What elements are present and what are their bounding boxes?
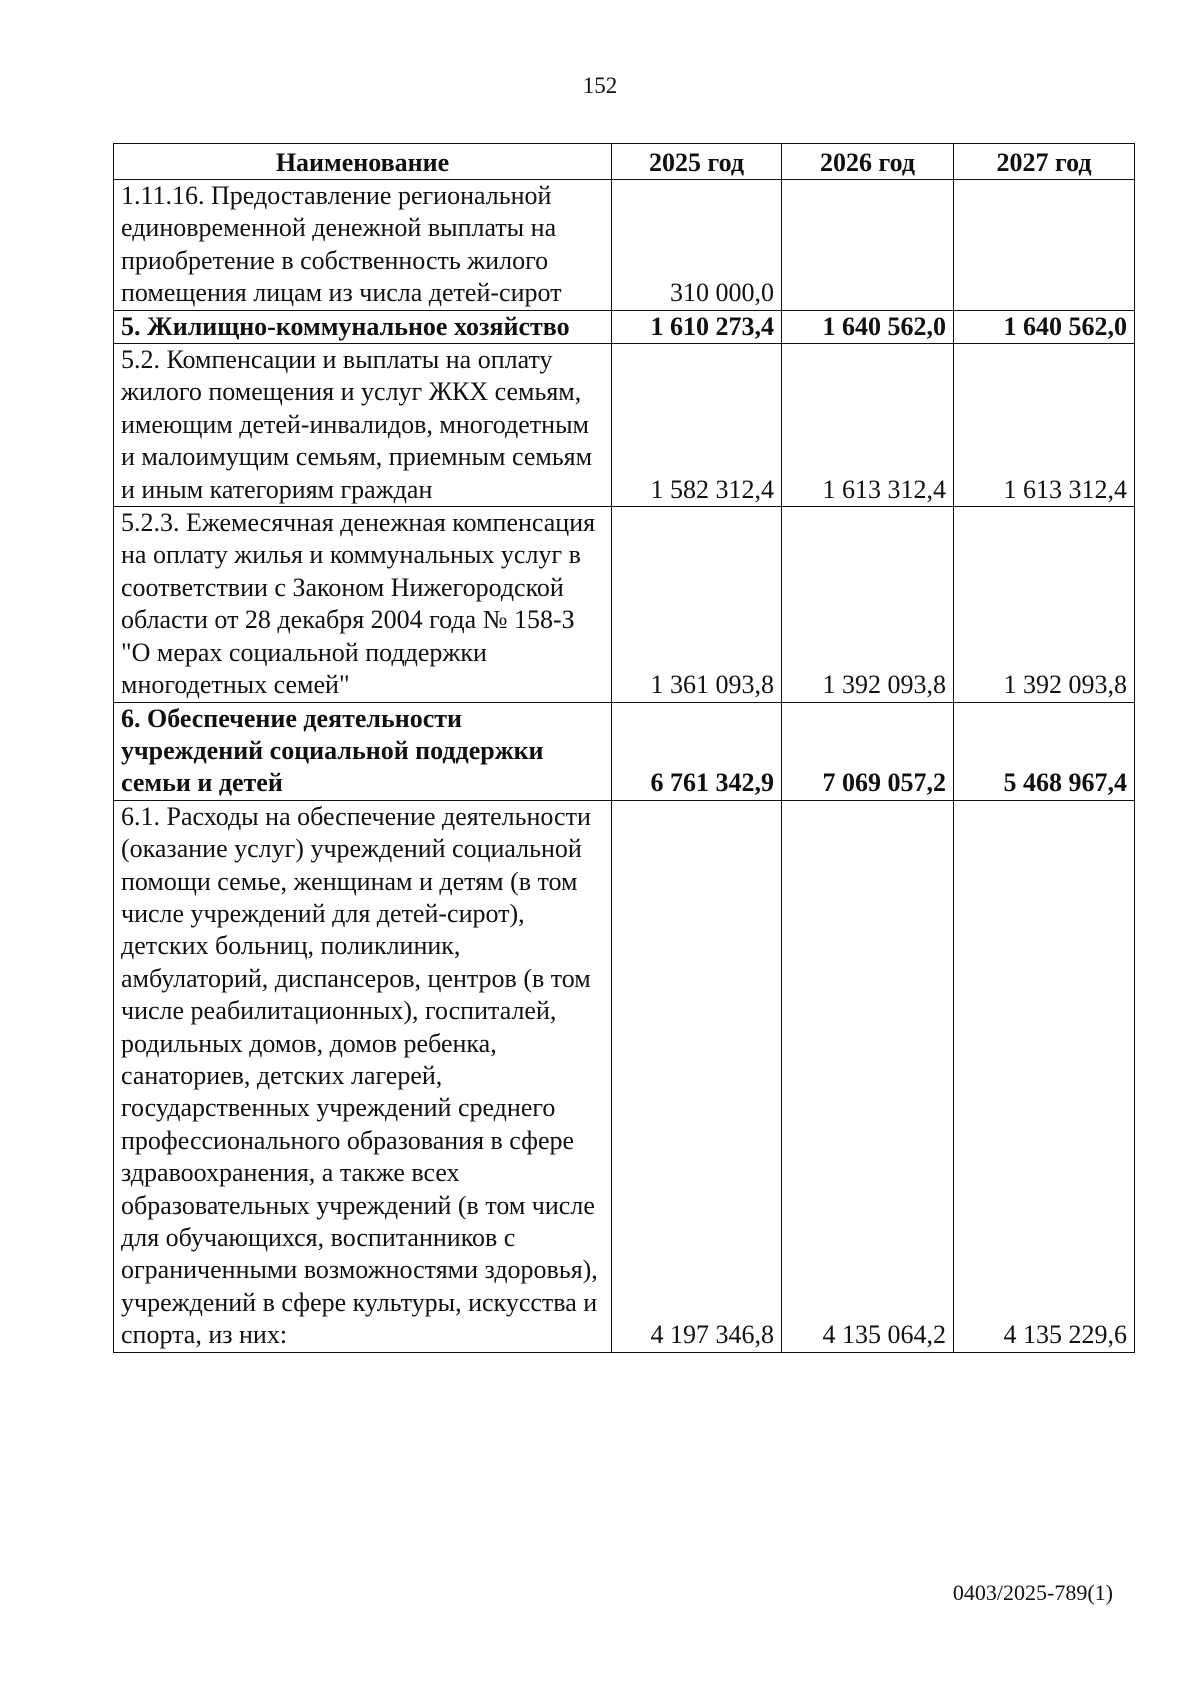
row-value-2026: 1 613 312,4 — [782, 344, 954, 507]
row-value-2025: 4 197 346,8 — [612, 800, 782, 1352]
row-name: 6. Обеспечение деятельности учреждений социальной поддержки семьи и детей — [114, 702, 612, 800]
page-number: 152 — [582, 73, 618, 98]
row-value-2026: 1 392 093,8 — [782, 507, 954, 702]
header-2026: 2026 год — [782, 144, 954, 180]
row-value-2025: 310 000,0 — [612, 180, 782, 311]
row-value-2026: 4 135 064,2 — [782, 800, 954, 1352]
row-value-2027: 4 135 229,6 — [954, 800, 1135, 1352]
row-name: 5.2. Компенсации и выплаты на оплату жилого помещения и услуг ЖКХ семьям, имеющим детей-инвалидов, многодетным и малоимущим семьям, приемным семьям и иным категориям граждан — [114, 344, 612, 507]
table-row-section — [114, 310, 1135, 343]
header-2027: 2027 год — [954, 144, 1135, 180]
row-value-2026: 1 640 562,0 — [782, 310, 954, 343]
table-row-section — [114, 702, 1135, 800]
header-2025: 2025 год — [612, 144, 782, 180]
row-value-2027: 5 468 967,4 — [954, 702, 1135, 800]
row-name: 1.11.16. Предоставление региональной единовременной денежной выплаты на приобретение в собственность жилого помещения лицам из числа детей-сирот — [114, 180, 612, 311]
row-value-2027: 1 613 312,4 — [954, 344, 1135, 507]
row-value-2025: 6 761 342,9 — [612, 702, 782, 800]
row-value-2026: 7 069 057,2 — [782, 702, 954, 800]
row-value-2025: 1 610 273,4 — [612, 310, 782, 343]
header-name: Наименование — [114, 144, 612, 180]
row-name: 5.2.3. Ежемесячная денежная компенсация на оплату жилья и коммунальных услуг в соответствии с Законом Нижегородской области от 28 декабря 2004 года № 158-З "О мерах социальной поддержки многодетных семей" — [114, 507, 612, 702]
table-row — [114, 180, 1135, 311]
table-row — [114, 800, 1135, 1352]
row-value-2026 — [782, 180, 954, 311]
row-name: 6.1. Расходы на обеспечение деятельности (оказание услуг) учреждений социальной помощи семье, женщинам и детям (в том числе учреждений для детей-сирот), детских больниц, поликлиник, амбулаторий, диспансеров, центров (в том числе реабилитационных), госпиталей, родильных домов, домов ребенка, санаториев, детских лагерей, государственных учреждений среднего профессионального образования в сфере здравоохранения, а также всех образовательных учреждений (в том числе для обучающихся, воспитанников с ограниченными возможностями здоровья), учреждений в сфере культуры, искусства и спорта, из них: — [114, 800, 612, 1352]
table-row — [114, 507, 1135, 702]
document-code: 0403/2025-789(1) — [952, 1580, 1113, 1605]
row-value-2027: 1 640 562,0 — [954, 310, 1135, 343]
budget-table — [113, 143, 1135, 1353]
row-value-2025: 1 582 312,4 — [612, 344, 782, 507]
row-name: 5. Жилищно-коммунальное хозяйство — [114, 310, 612, 343]
table-row — [114, 344, 1135, 507]
row-value-2027 — [954, 180, 1135, 311]
row-value-2027: 1 392 093,8 — [954, 507, 1135, 702]
table-header-row — [114, 144, 1135, 180]
row-value-2025: 1 361 093,8 — [612, 507, 782, 702]
